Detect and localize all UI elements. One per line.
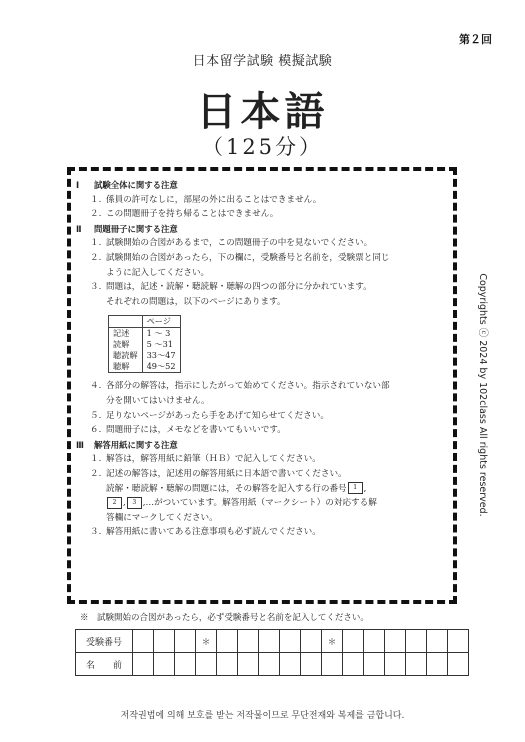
name-cell[interactable] [364,653,385,676]
instruction-item: １. 係員の許可なしに，部屋の外に出ることはできません。 [90,194,322,205]
copyright-notice: Copyrights ⓒ 2024 by 102class All rights reserved. [477,273,488,517]
name-cell[interactable] [343,653,364,676]
instructions-content [76,178,450,540]
name-cell[interactable] [175,653,196,676]
exam-number-row [76,630,469,653]
instruction-continuation: ように記入してください。 [106,267,210,278]
name-cell[interactable] [427,653,448,676]
name-cell[interactable] [280,653,301,676]
instruction-continuation: 読解・聴読解・聴解の問題には，その解答を記入する行の番号 1 , [106,483,367,494]
page-table: ページ 記述 1 ～ 3 読解 5 ～31 聴読解 33～47 聴解 49～52 [108,315,181,373]
name-cell[interactable] [385,653,406,676]
number-box: 1 [348,482,363,494]
exam-number-cell[interactable] [217,630,238,653]
instruction-item: ３. 問題は，記述・読解・聴読解・聴解の四つの部分に分かれています。 [90,282,372,293]
instruction-item: ４. 各部分の解答は，指示にしたがって始めてください。指示されていない部 [90,381,390,392]
instruction-item: ２. 記述の解答は，記述用の解答用紙に日本語で書いてください。 [90,468,347,479]
name-cell[interactable] [154,653,175,676]
exam-duration: （125分） [201,135,324,159]
exam-number-cell[interactable] [259,630,280,653]
exam-number-cell[interactable] [343,630,364,653]
examinee-info-table [75,629,469,676]
instruction-item: ２. この問題冊子を持ち帰ることはできません。 [90,209,279,220]
name-cell[interactable] [406,653,427,676]
exam-number-cell[interactable] [238,630,259,653]
name-cell[interactable] [322,653,343,676]
instruction-item: １. 試験開始の合図があるまで，この問題冊子の中を見ないでください。 [90,238,373,249]
round-label: 第２回 [459,33,492,46]
entry-note: ※ 試験開始の合図があったら，必ず受験番号と名前を記入してください。 [80,613,369,623]
exam-number-cell[interactable] [427,630,448,653]
name-cell[interactable] [196,653,217,676]
name-cell[interactable] [238,653,259,676]
exam-subtitle: 日本留学試験 模擬試験 [192,54,333,69]
name-cell[interactable] [217,653,238,676]
instruction-item: ２. 試験開始の合図があったら，下の欄に，受験番号と名前を，受験票と同じ [90,252,390,263]
section-heading: Ⅰ 試験全体に関する注意 [76,180,178,190]
name-cell[interactable] [448,653,469,676]
number-box: 2 [107,497,122,509]
instruction-continuation: 分を開いてはいけません。 [106,395,210,406]
exam-number-cell[interactable] [154,630,175,653]
exam-number-cell[interactable] [406,630,427,653]
exam-number-cell[interactable] [301,630,322,653]
exam-number-cell[interactable] [133,630,154,653]
name-label: 名 前 [76,653,133,676]
instruction-continuation: 2 , 3 ,…がついています。解答用紙（マークシート）の対応する解 [76,496,450,511]
page-title: 日本語 [196,88,329,135]
exam-number-star: ＊ [196,630,217,653]
instruction-continuation: 答欄にマークしてください。 [106,512,218,523]
exam-number-star: ＊ [322,630,343,653]
exam-number-cell[interactable] [280,630,301,653]
footer-notice: 저작권법에 의해 보호를 받는 저작물이므로 무단전재와 복제를 금합니다. [120,711,405,721]
instruction-item: ５. 足りないページがあったら手をあげて知らせてください。 [90,410,329,421]
instruction-continuation: それぞれの問題は，以下のページにあります。 [106,296,286,307]
section-heading: Ⅱ 問題冊子に関する注意 [76,223,178,234]
instruction-item: ３. 解答用紙に書いてある注意事項も必ず読んでください。 [90,527,321,538]
name-cell[interactable] [259,653,280,676]
name-cell[interactable] [133,653,154,676]
exam-number-cell[interactable] [364,630,385,653]
number-box: 3 [127,497,142,509]
exam-number-label: 受験番号 [76,630,133,653]
name-row [76,653,469,676]
exam-number-cell[interactable] [448,630,469,653]
instruction-item: １. 解答は，解答用紙に鉛筆（ＨＢ）で記入してください。 [90,454,321,465]
instruction-item: ６. 問題冊子には，メモなどを書いてもいいです。 [90,425,286,436]
name-cell[interactable] [301,653,322,676]
exam-number-cell[interactable] [385,630,406,653]
section-heading: Ⅲ 解答用紙に関する注意 [76,439,178,450]
exam-number-cell[interactable] [175,630,196,653]
